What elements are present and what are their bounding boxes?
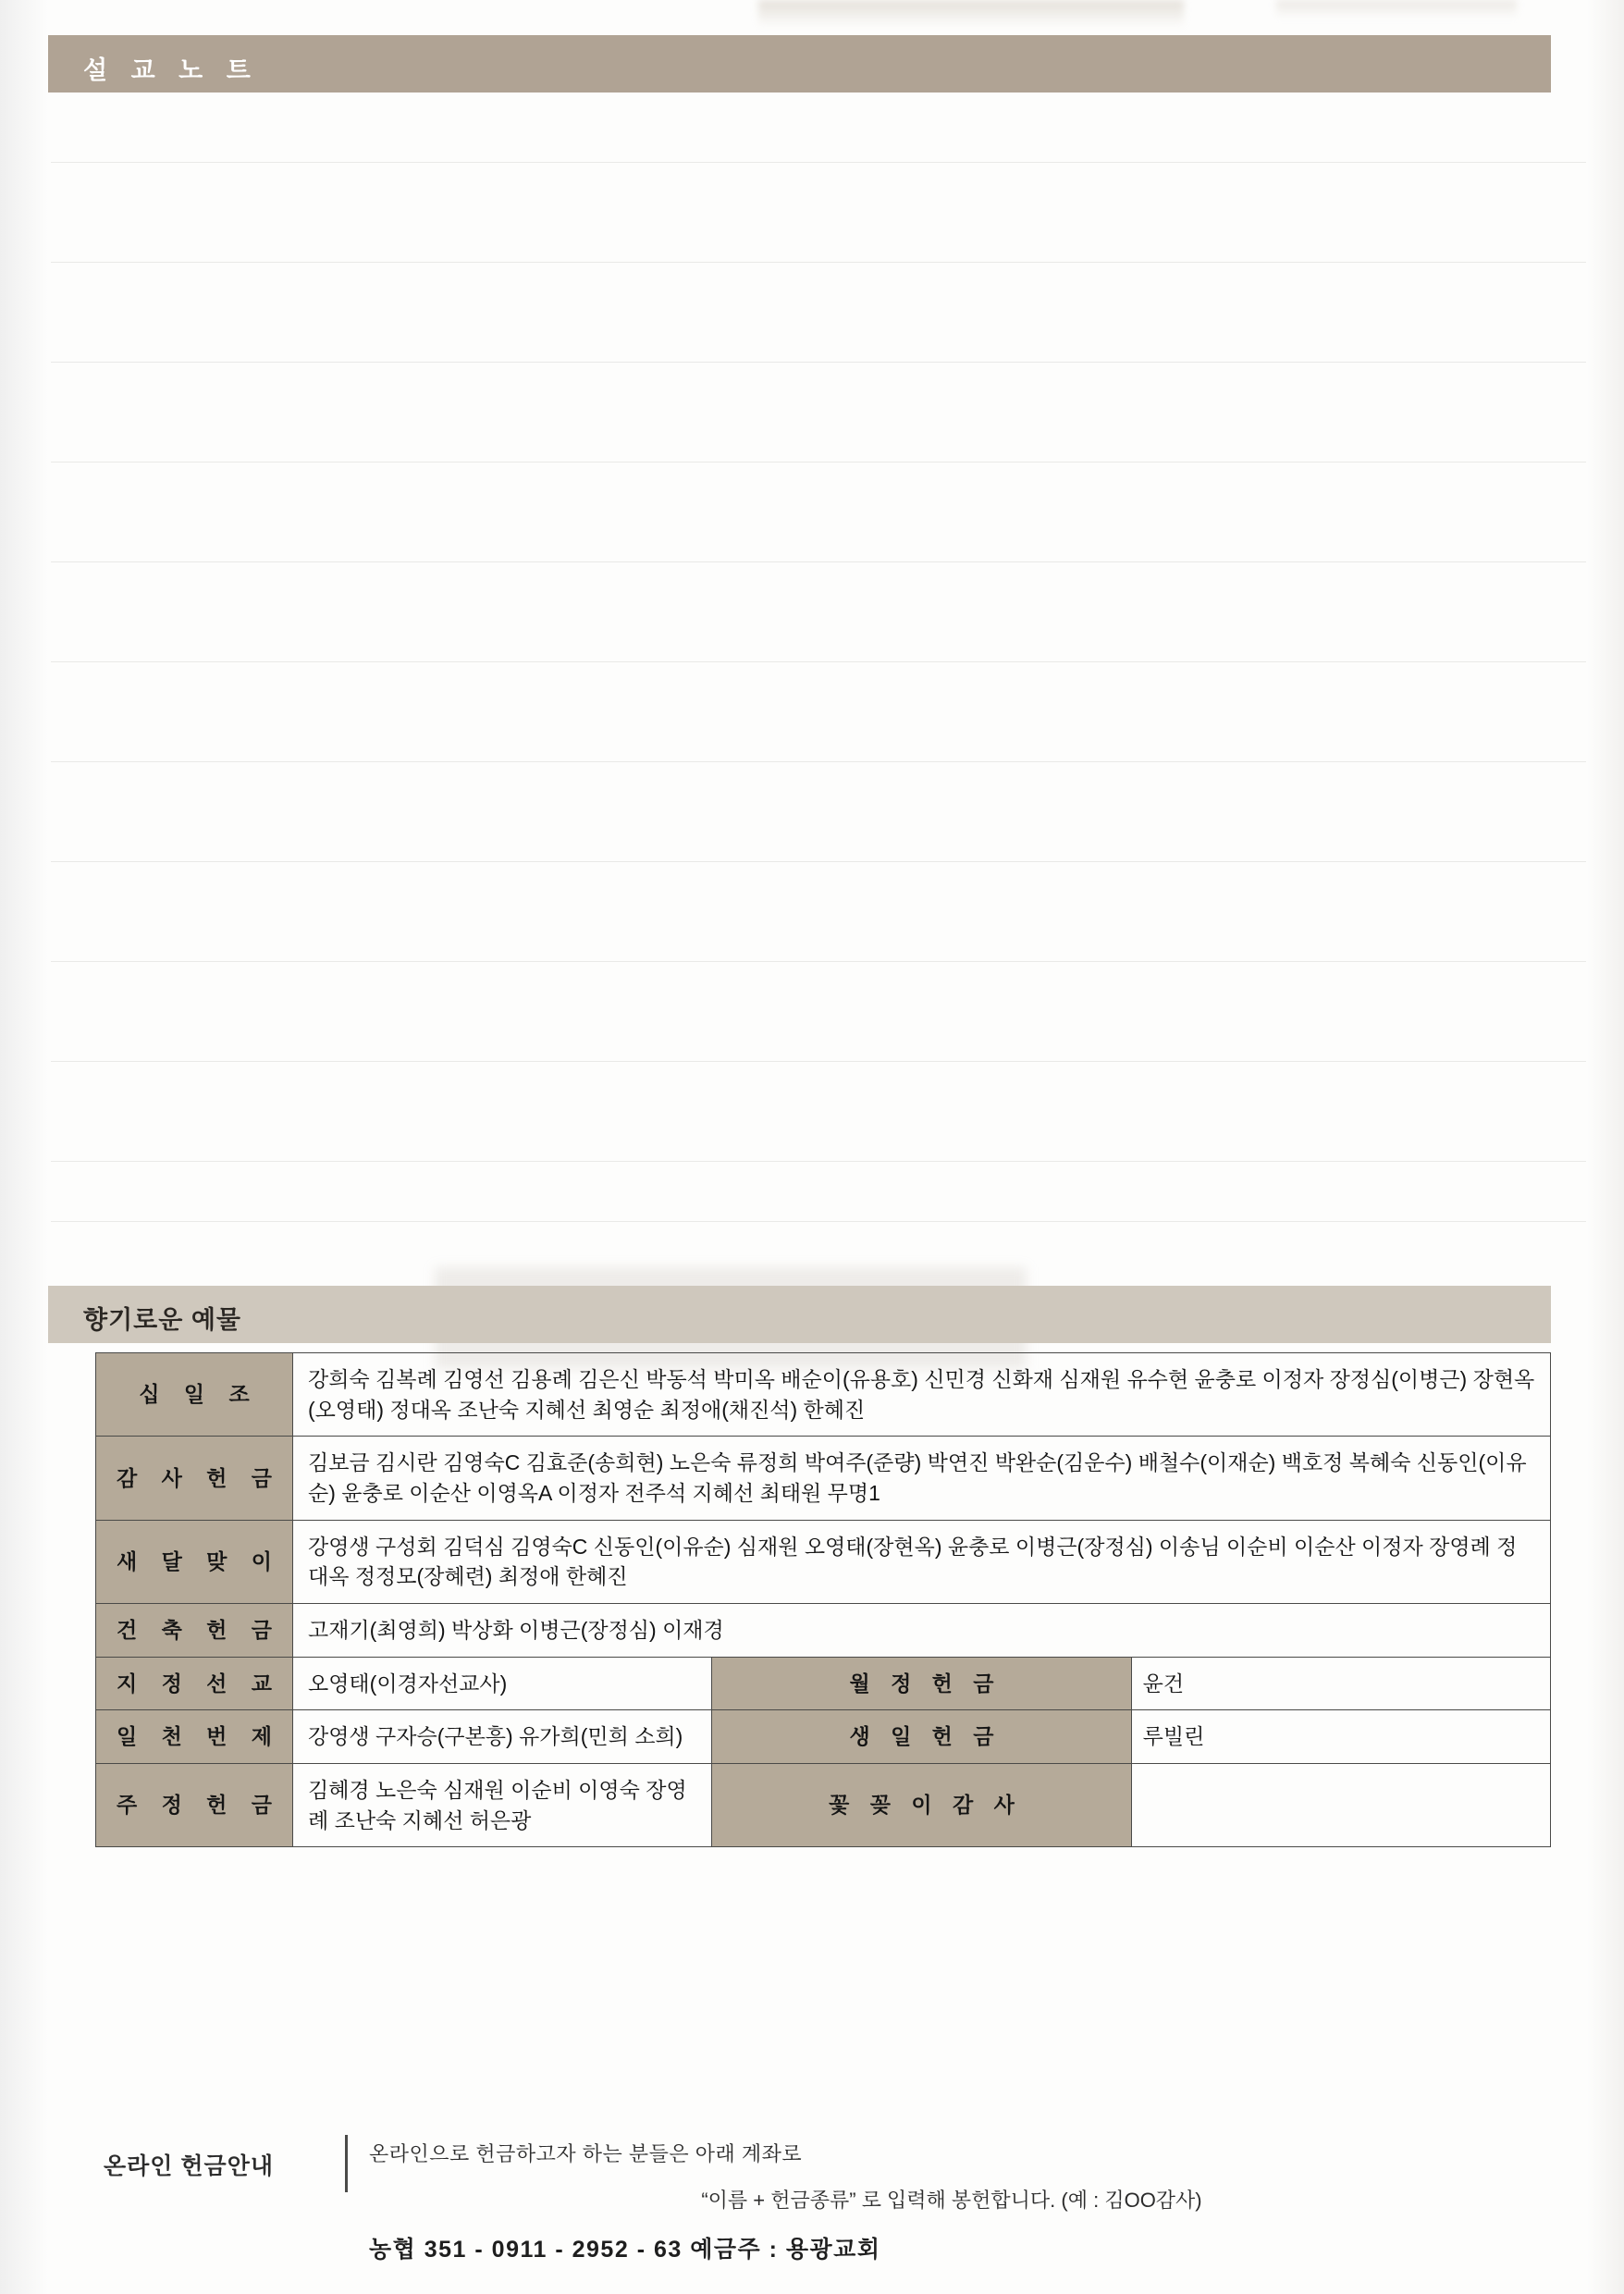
row-label: 십 일 조	[96, 1353, 293, 1437]
scan-artifact-top-2	[1276, 0, 1517, 18]
note-rule-line	[51, 262, 1586, 263]
row-sublabel: 꽃 꽂 이 감 사	[712, 1763, 1131, 1846]
row-names: 강영생 구성회 김덕심 김영숙C 신동인(이유순) 심재원 오영태(장현옥) 윤충로 이병근(장정심) 이송님 이순비 이순산 이정자 장영례 정대옥 정정모(장혜련) 최정애 한혜진	[293, 1520, 1551, 1603]
paper-edge-left	[0, 0, 48, 2294]
offering-section-header	[48, 1286, 1551, 1343]
note-rule-line	[51, 561, 1586, 562]
row-names: 김혜경 노은숙 심재원 이순비 이영숙 장영례 조난숙 지혜선 허은광	[293, 1763, 712, 1846]
row-label: 감 사 헌 금	[96, 1437, 293, 1520]
row-sublabel: 월 정 헌 금	[712, 1657, 1131, 1710]
offering-table	[95, 1352, 1551, 1847]
online-guide-account: 농협 351 - 0911 - 2952 - 63 예금주 : 용광교회	[369, 2237, 881, 2263]
online-guide-title: 온라인 헌금안내	[104, 2153, 274, 2179]
sermon-note-title: 설 교 노 트	[83, 56, 259, 84]
table-row	[96, 1437, 1551, 1520]
note-rule-line	[51, 961, 1586, 962]
row-names: 오영태(이경자선교사)	[293, 1657, 712, 1710]
row-sublabel: 생 일 헌 금	[712, 1710, 1131, 1764]
table-row	[96, 1657, 1551, 1710]
row-label: 지 정 선 교	[96, 1657, 293, 1710]
online-guide-line-2: “이름 + 헌금종류” 로 입력해 봉헌합니다. (예 : 김OO감사)	[701, 2189, 1202, 2212]
note-rule-line	[51, 661, 1586, 662]
row-subvalue	[1131, 1763, 1550, 1846]
note-rule-line	[51, 162, 1586, 163]
table-row	[96, 1353, 1551, 1437]
row-names: 강영생 구자승(구본흥) 유가희(민희 소희)	[293, 1710, 712, 1764]
note-rule-line	[51, 1221, 1586, 1222]
scan-artifact-top	[758, 0, 1184, 28]
note-rule-line	[51, 1061, 1586, 1062]
row-names: 고재기(최영희) 박상화 이병근(장정심) 이재경	[293, 1603, 1551, 1657]
note-rule-line	[51, 1161, 1586, 1162]
row-label: 주 정 헌 금	[96, 1763, 293, 1846]
note-rule-line	[51, 861, 1586, 862]
row-label: 새 달 맞 이	[96, 1520, 293, 1603]
note-rule-line	[51, 761, 1586, 762]
table-row	[96, 1710, 1551, 1764]
sermon-note-header	[48, 35, 1551, 92]
offering-section-title: 향기로운 예물	[83, 1306, 241, 1334]
table-row	[96, 1520, 1551, 1603]
vertical-divider	[345, 2135, 348, 2192]
table-row	[96, 1603, 1551, 1657]
paper-edge-right	[1587, 0, 1624, 2294]
note-rule-line	[51, 362, 1586, 363]
row-label: 건 축 헌 금	[96, 1603, 293, 1657]
row-label: 일 천 번 제	[96, 1710, 293, 1764]
table-row	[96, 1763, 1551, 1846]
row-names: 강희숙 김복례 김영선 김용례 김은신 박동석 박미옥 배순이(유용호) 신민경 신화재 심재원 유수현 윤충로 이정자 장정심(이병근) 장현옥(오영태) 정대옥 조난숙 지혜선 최영순 최정애(채진석) 한혜진	[293, 1353, 1551, 1437]
row-names: 김보금 김시란 김영숙C 김효준(송희현) 노은숙 류정희 박여주(준량) 박연진 박완순(김운수) 배철수(이재순) 백호정 복혜숙 신동인(이유순) 윤충로 이순산 이영옥A 이정자 전주석 지혜선 최태원 무명1	[293, 1437, 1551, 1520]
online-guide-line-1: 온라인으로 헌금하고자 하는 분들은 아래 계좌로	[369, 2142, 803, 2165]
row-subvalue: 윤건	[1131, 1657, 1550, 1710]
row-subvalue: 루빌린	[1131, 1710, 1550, 1764]
